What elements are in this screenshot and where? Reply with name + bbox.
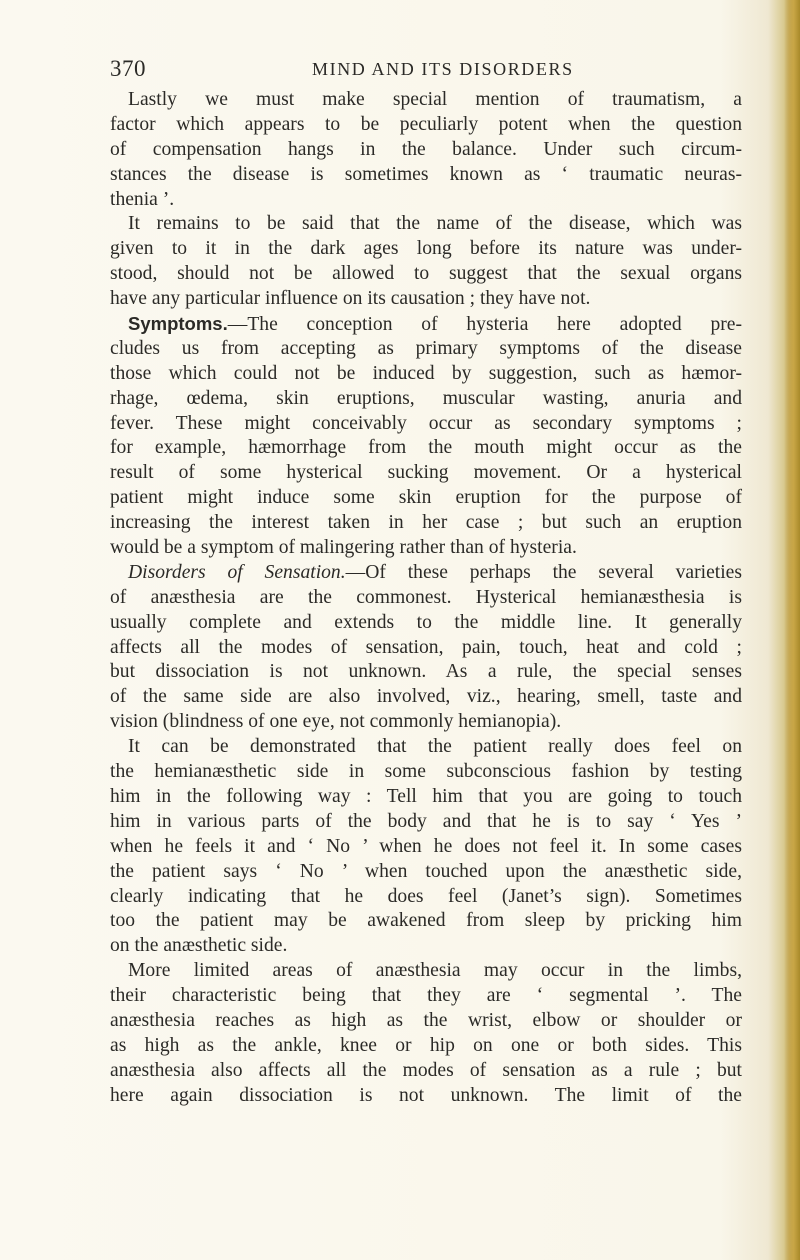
text-line bbox=[110, 412, 742, 437]
text-line bbox=[110, 237, 742, 262]
running-head: MIND AND ITS DISORDERS bbox=[312, 59, 574, 79]
text-line bbox=[110, 511, 742, 536]
text-line bbox=[110, 1009, 742, 1034]
line-text: clearly indicating that he does feel (Janet’s sign). Sometimes bbox=[110, 885, 742, 907]
line-text: on the anæsthetic side. bbox=[110, 935, 288, 957]
line-text: too the patient may be awakened from sleep by pricking him bbox=[110, 910, 742, 932]
text-line bbox=[110, 436, 742, 461]
text-line bbox=[110, 959, 742, 984]
text-line bbox=[110, 486, 742, 511]
line-text: —The conception of hysteria here adopted pre- bbox=[227, 314, 742, 336]
line-text: Lastly we must make special mention of traumatism, a bbox=[128, 89, 742, 110]
text-line bbox=[110, 885, 742, 910]
line-text: It remains to be said that the name of the disease, which was bbox=[128, 213, 742, 235]
body-text bbox=[110, 88, 742, 1109]
line-text: More limited areas of anæsthesia may occur in the limbs, bbox=[128, 960, 742, 982]
line-text: thenia ’. bbox=[110, 188, 175, 210]
text-line bbox=[110, 810, 742, 835]
line-text: the patient says ‘ No ’ when touched upon the anæsthetic side, bbox=[110, 860, 742, 882]
line-text: usually complete and extends to the middle line. It generally bbox=[110, 611, 742, 633]
line-text: here again dissociation is not unknown. The limit of the bbox=[110, 1084, 742, 1106]
line-text: vision (blindness of one eye, not commonly hemianopia). bbox=[110, 711, 562, 733]
text-line bbox=[110, 611, 742, 636]
text-line bbox=[110, 586, 742, 611]
text-line bbox=[110, 909, 742, 934]
line-text: factor which appears to be peculiarly potent when the question bbox=[110, 113, 742, 135]
text-line bbox=[110, 934, 742, 959]
line-text: as high as the ankle, knee or hip on one or both sides. This bbox=[110, 1034, 742, 1056]
page-edge-shadow bbox=[784, 0, 800, 1260]
line-text: affects all the modes of sensation, pain, touch, heat and cold ; bbox=[110, 636, 742, 658]
text-line bbox=[110, 685, 742, 710]
line-text: those which could not be induced by suggestion, such as hæmor- bbox=[110, 362, 742, 384]
line-text: given to it in the dark ages long before its nature was under- bbox=[110, 238, 742, 260]
page-number: 370 bbox=[110, 56, 146, 81]
text-line bbox=[110, 660, 742, 685]
line-text: fever. These might conceivably occur as secondary symptoms ; bbox=[110, 412, 742, 434]
line-text: when he feels it and ‘ No ’ when he does not feel it. In some cases bbox=[110, 835, 742, 857]
line-text: increasing the interest taken in her case ; but such an eruption bbox=[110, 512, 742, 534]
text-line bbox=[110, 312, 742, 337]
line-text: stances the disease is sometimes known as ‘ traumatic neuras- bbox=[110, 163, 742, 185]
line-text: their characteristic being that they are ‘ segmental ’. The bbox=[110, 985, 742, 1007]
text-line bbox=[110, 113, 742, 138]
text-line bbox=[110, 710, 742, 735]
line-text: but dissociation is not unknown. As a rule, the special senses bbox=[110, 661, 742, 683]
line-text: him in the following way : Tell him that you are going to touch bbox=[110, 785, 742, 807]
text-line bbox=[110, 287, 742, 312]
text-line bbox=[110, 785, 742, 810]
text-line bbox=[110, 387, 742, 412]
line-text: for example, hæmorrhage from the mouth might occur as the bbox=[110, 437, 742, 459]
text-line bbox=[110, 461, 742, 486]
text-line bbox=[110, 1084, 742, 1109]
text-line bbox=[110, 536, 742, 561]
line-text: stood, should not be allowed to suggest that the sexual organs bbox=[110, 263, 742, 285]
text-line bbox=[110, 188, 742, 213]
line-text: him in various parts of the body and that he is to say ‘ Yes ’ bbox=[110, 810, 742, 832]
line-text: anæsthesia reaches as high as the wrist, elbow or shoulder or bbox=[110, 1009, 742, 1031]
text-line bbox=[110, 735, 742, 760]
text-line bbox=[110, 262, 742, 287]
line-text: have any particular influence on its causation ; they have not. bbox=[110, 288, 591, 310]
text-line bbox=[110, 835, 742, 860]
text-line bbox=[110, 760, 742, 785]
line-text: anæsthesia also affects all the modes of sensation as a rule ; but bbox=[110, 1059, 742, 1081]
line-text: patient might induce some skin eruption for the purpose of bbox=[110, 487, 742, 509]
subsection-heading: Disorders of Sensation. bbox=[128, 561, 346, 583]
text-line bbox=[110, 984, 742, 1009]
line-text: of compensation hangs in the balance. Under such circum- bbox=[110, 138, 742, 160]
text-line bbox=[110, 163, 742, 188]
line-text: cludes us from accepting as primary symptoms of the disease bbox=[110, 337, 742, 359]
text-line bbox=[110, 636, 742, 661]
text-line bbox=[110, 561, 742, 586]
text-line bbox=[110, 860, 742, 885]
text-line bbox=[110, 1059, 742, 1084]
text-line bbox=[110, 337, 742, 362]
page-header bbox=[0, 56, 800, 86]
text-line bbox=[110, 138, 742, 163]
line-text: rhage, œdema, skin eruptions, muscular wasting, anuria and bbox=[110, 387, 742, 409]
line-text: —Of these perhaps the several varieties bbox=[345, 561, 742, 583]
text-line bbox=[110, 212, 742, 237]
line-text: the hemianæsthetic side in some subconscious fashion by testing bbox=[110, 761, 742, 783]
text-line bbox=[110, 362, 742, 387]
line-text: of anæsthesia are the commonest. Hysterical hemianæsthesia is bbox=[110, 586, 742, 608]
text-line bbox=[110, 1034, 742, 1059]
text-line bbox=[110, 88, 742, 113]
line-text: of the same side are also involved, viz., hearing, smell, taste and bbox=[110, 686, 742, 708]
line-text: It can be demonstrated that the patient really does feel on bbox=[128, 736, 742, 758]
line-text: result of some hysterical sucking movement. Or a hysterical bbox=[110, 462, 742, 484]
section-heading: Symptoms. bbox=[128, 313, 228, 335]
line-text: would be a symptom of malingering rather than of hysteria. bbox=[110, 537, 577, 559]
